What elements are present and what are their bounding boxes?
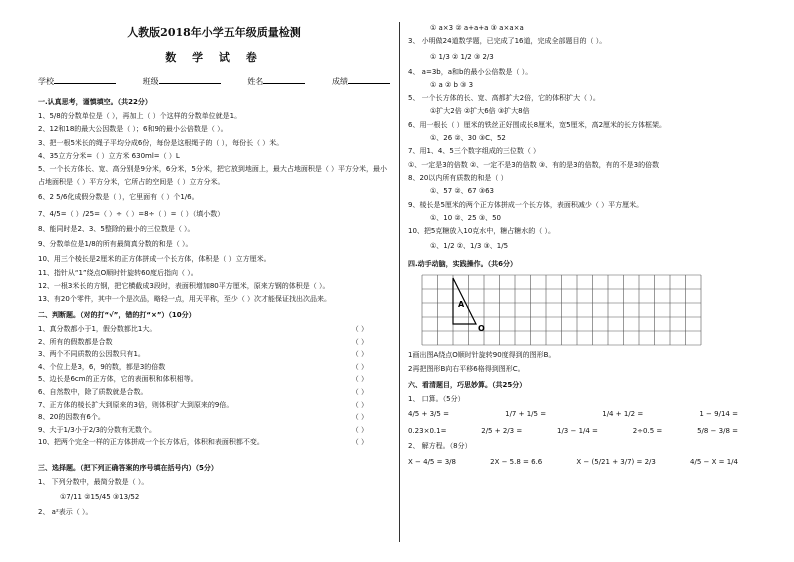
question-item: 3、把一根5米长的绳子平均分成6份，每份是这根绳子的（ ），每份长（ ）米。 [38,138,284,147]
choice-q3-options[interactable]: ① 1/3 ② 1/2 ③ 2/3 [430,52,494,61]
oral-row-2 [408,423,758,440]
answer-paren[interactable]: （ ） [351,337,368,346]
question-item: 8、能同时是2、3、5整除的最小的三位数是（ ）。 [38,225,195,234]
question-item: 7、4/5=（ ）/25=（ ）÷（ ）=8÷（ ）=（ ）（填小数） [38,210,225,219]
equation-heading: 2、 解方程。（8分） [408,442,472,451]
judge-item: 1、真分数都小于1，假分数都比1大。 （ ） [38,323,390,336]
task-1: 1画出图A绕点O顺时针旋转90度得到的图形B。 [408,351,556,360]
answer-paren[interactable]: （ ） [351,413,368,422]
equation-item: X − 4/5 = 3/8 [408,457,456,466]
exam-title: 人教版2018年小学五年级质量检测 [127,26,301,39]
choice-q9: 9、棱长是5厘米的两个正方体拼成一个长方体，表面积减少（ ）平方厘米。 [408,200,644,209]
choice-q1: 1、 下列分数中，最简分数是（ ）。 [38,478,149,487]
question-item: 12、一根3米长的方钢，把它横截成3段时，表面积增加80平方厘米，原来方钢的体积是（ ）。 [38,282,330,291]
choice-q1-options[interactable]: ①7/11 ②15/45 ③13/52 [60,493,140,502]
fill-in-questions [38,110,390,306]
oral-item: 4/5 + 3/5 = [408,410,449,419]
oral-item: 0.23×0.1= [408,427,447,436]
question-item: 13、有20个零件，其中一个是次品，略轻一点，用天平称，至少（ ）次才能保证找出次品来。 [38,295,332,304]
question-item: 9、分数单位是1/8的所有最简真分数的和是（ ）。 [38,240,193,249]
exam-subtitle: 数 学 试 卷 [165,51,263,64]
choice-q5: 5、 一个长方体的长、宽、高都扩大2倍，它的体积扩大（ ）。 [408,94,600,103]
answer-paren[interactable]: （ ） [351,400,368,409]
choice-q9-options[interactable]: ①、10 ②、25 ③、50 [430,213,501,222]
equation-item: 4/5 − X = 1/4 [690,457,738,466]
judge-item: 8、20的因数有6个。 （ ） [38,411,390,424]
column-divider [399,22,400,542]
choice-q3: 3、 小明做24道数学题，已完成了16道，完成全部题目的（ ）。 [408,37,607,46]
oral-heading: 1、 口算。（5分） [408,395,465,404]
choice-q5-options[interactable]: ①扩大2倍 ②扩大6倍 ③扩大8倍 [430,107,530,116]
judge-item: 3、两个不同质数的公因数只有1。 （ ） [38,348,390,361]
choice-q8-options[interactable]: ①、57 ②、67 ③63 [430,187,494,196]
oral-item: 1/4 + 1/2 = [602,410,644,419]
class-field[interactable]: 班级 [143,75,221,87]
choice-q2: 2、 a²表示（ ）。 [38,508,93,517]
answer-paren[interactable]: （ ） [351,362,368,371]
section-choice-heading: 三、选择题。（把下列正确答案的序号填在括号内）（5分） [38,464,218,473]
answer-paren[interactable]: （ ） [351,438,368,447]
answer-paren[interactable]: （ ） [351,425,368,434]
drawing-grid[interactable] [408,273,708,347]
choice-q7-options[interactable]: ①、一定是3的倍数 ②、一定不是3的倍数 ③、有的是3的倍数，有的不是3的倍数 [408,160,660,169]
question-item: 2、12和18的最大公因数是（ ）；6和9的最小公倍数是（ ）。 [38,125,228,134]
score-field[interactable]: 成绩 [332,75,390,87]
judge-item: 10、把两个完全一样的正方体拼成一个长方体后，体积和表面积都不变。 （ ） [38,436,390,449]
judge-item: 7、正方体的棱长扩大到原来的3倍，则体积扩大到原来的9倍。 （ ） [38,399,390,412]
grid-svg[interactable] [408,273,708,347]
judge-item: 5、边长是6cm的正方体，它的表面积和体积相等。 （ ） [38,373,390,386]
label-o: O [478,324,485,334]
choice-q8: 8、20以内所有质数的和是（ ） [408,173,508,182]
choice-q6: 6、用一根长（ ）厘米的铁丝正好围成长8厘米，宽5厘米，高2厘米的长方体框架。 [408,120,667,129]
label-a: A [458,300,465,310]
oral-item: 2/5 + 2/3 = [481,427,523,436]
judge-item: 9、大于1/3小于2/3的分数有无数个。 （ ） [38,424,390,437]
question-item: 1、5/8的分数单位是（ ），再加上（ ）个这样的分数单位就是1。 [38,112,242,120]
oral-item: 2÷0.5 = [632,427,663,436]
section-hands-on-heading: 四.动手动脑，实践操作。（共6分） [408,260,518,269]
right-column [408,22,758,471]
task-2: 2再把图形B向右平移6格得到图形C。 [408,364,525,373]
equation-item: X − (5/21 + 3/7) = 2/3 [576,457,656,466]
judge-item: 6、自然数中，除了质数就是合数。 （ ） [38,386,390,399]
question-item: 11、指针从“1”绕点O顺时针旋转60度后指向（ ）。 [38,268,198,277]
oral-item: 1/7 + 1/5 = [505,410,547,419]
equation-item: 2X − 5.8 = 6.6 [490,457,543,466]
oral-item: 5/8 − 3/8 = [697,427,738,436]
question-item: 5、一个长方体长、宽、高分别是9分米，6分米，5分米，把它放到地面上，最大占地面积是（ ）平方分米，最小占地面积是（ ）平方分米，它所占的空间是（ ）立方分米。 [38,165,388,187]
choice-q7: 7、用1、4、5三个数字组成的三位数（ ） [408,147,541,156]
answer-paren[interactable]: （ ） [351,325,368,334]
question-item: 10、用三个棱长是2厘米的正方体拼成一个长方体，体积是（ ）立方厘米。 [38,255,271,264]
oral-item: 1 − 9/14 = [699,410,738,419]
choice-q4-options[interactable]: ① a ② b ③ 3 [430,80,474,89]
section-judge-heading: 二、判断题。（对的打“√”，错的打“×”）（10分） [38,311,196,320]
question-item: 4、35立方分米=（ ）立方米 630ml=（ ）L [38,151,180,160]
answer-paren[interactable]: （ ） [351,388,368,397]
judge-item: 4、个位上是3，6，9的数，都是3的倍数 （ ） [38,361,390,374]
equation-row [408,454,758,471]
oral-row-1 [408,406,758,423]
section-fill-heading: 一.认真思考，谨慎填空。（共22分） [38,98,152,106]
name-field[interactable]: 姓名 [247,75,305,87]
answer-paren[interactable]: （ ） [351,350,368,359]
judge-item: 2、所有的假数都是合数 （ ） [38,336,390,349]
choice-q6-options[interactable]: ①、26 ②、30 ③C、52 [430,134,506,143]
choice-q2-options[interactable]: ① a×3 ② a+a+a ③ a×a×a [430,24,524,32]
student-info-row [38,75,390,87]
left-column [38,22,390,520]
school-field[interactable]: 学校 [38,75,116,87]
answer-paren[interactable]: （ ） [351,375,368,384]
oral-item: 1/3 − 1/4 = [556,427,598,436]
choice-q10: 10、把5克糖放入10克水中，糖占糖水的（ ）。 [408,227,555,236]
section-calc-heading: 六、看清题目，巧思妙算。（共25分） [408,381,527,390]
judge-questions [38,323,390,449]
choice-q10-options[interactable]: ①、1/2 ②、1/3 ③、1/5 [430,242,509,251]
choice-q4: 4、 a=3b，a和b的最小公倍数是（ ）。 [408,67,533,76]
question-item: 6、2 5/6化成假分数是（ ），它里面有（ ）个1/6。 [38,193,199,202]
